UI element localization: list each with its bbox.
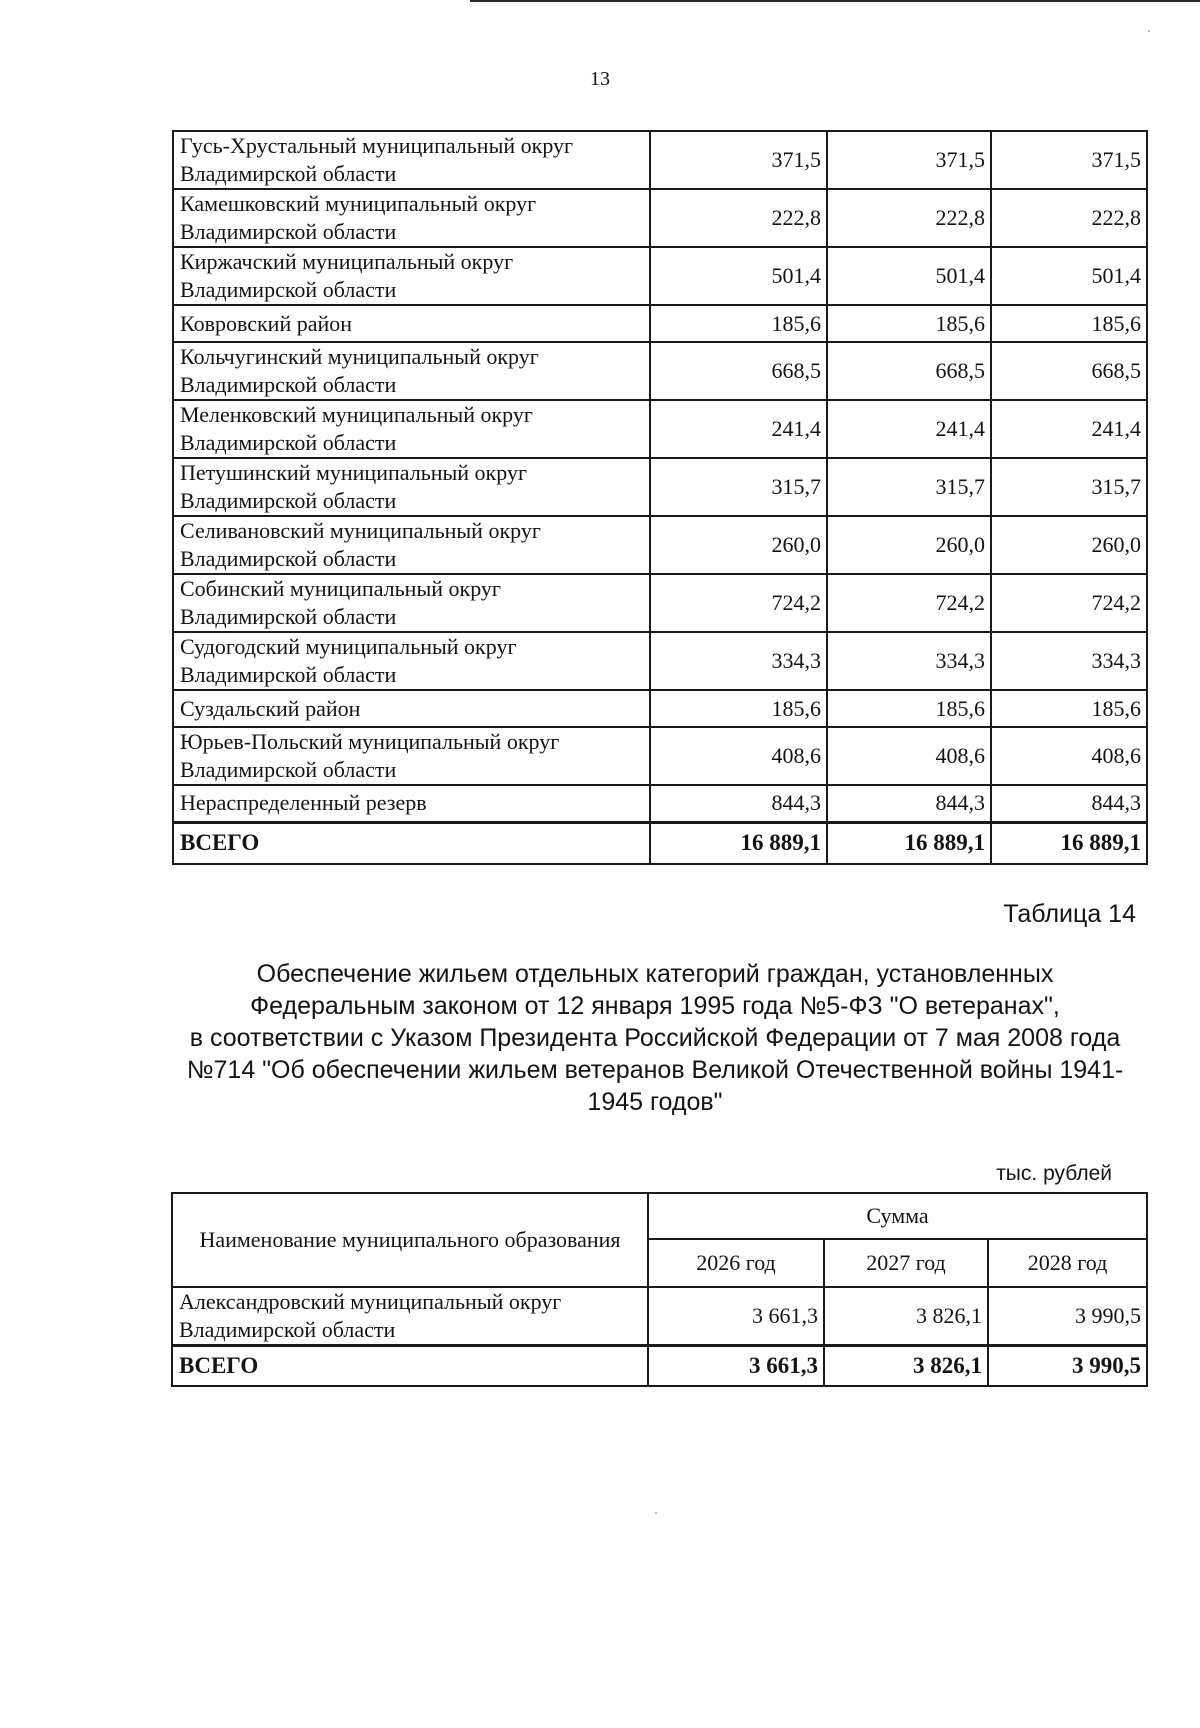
municipality-name (173, 189, 650, 247)
value-2026: 501,4 (650, 247, 827, 305)
total-value-2028: 3 990,5 (988, 1346, 1147, 1386)
value-2027: 501,4 (827, 247, 991, 305)
municipality-name-line: Владимирской области (180, 757, 397, 782)
total-value-2027: 3 826,1 (824, 1346, 988, 1386)
value-2027: 408,6 (827, 727, 991, 785)
value-2028: 185,6 (991, 305, 1147, 342)
value-2027: 260,0 (827, 516, 991, 574)
value-2027: 185,6 (827, 305, 991, 342)
municipality-name-line: Собинский муниципальный округ (180, 576, 501, 601)
value-2027: 668,5 (827, 342, 991, 400)
municipality-name-line: Судогодский муниципальный округ (180, 634, 517, 659)
municipality-name (173, 727, 650, 785)
value-2028: 260,0 (991, 516, 1147, 574)
municipality-name (173, 305, 650, 342)
municipality-name-line: Ковровский район (180, 310, 353, 336)
value-2028: 334,3 (991, 632, 1147, 690)
municipality-name (173, 458, 650, 516)
table-row (173, 305, 1147, 342)
value-2027: 724,2 (827, 574, 991, 632)
municipality-name-line: Кольчугинский муниципальный округ (180, 344, 539, 369)
table-row (173, 247, 1147, 305)
value-2026: 241,4 (650, 400, 827, 458)
municipality-name-line: Юрьев-Польский муниципальный округ (180, 729, 560, 754)
value-2026: 371,5 (650, 131, 827, 189)
header-sum: Сумма (648, 1193, 1147, 1239)
municipality-name (172, 1287, 648, 1346)
municipality-name-line: Владимирской области (180, 219, 397, 244)
page-number: 13 (590, 68, 610, 90)
table-row (173, 727, 1147, 785)
value-2026: 3 661,3 (648, 1287, 824, 1346)
table-row (173, 574, 1147, 632)
value-2028: 668,5 (991, 342, 1147, 400)
table-14-body (172, 1287, 1147, 1386)
municipality-name-line: Владимирской области (180, 546, 397, 571)
value-2027: 3 826,1 (824, 1287, 988, 1346)
total-row (172, 1346, 1147, 1386)
municipality-name-line: Владимирской области (180, 662, 397, 687)
value-2028: 185,6 (991, 690, 1147, 727)
value-2026: 222,8 (650, 189, 827, 247)
table-row (173, 342, 1147, 400)
value-2028: 408,6 (991, 727, 1147, 785)
municipality-name (173, 400, 650, 458)
value-2026: 185,6 (650, 690, 827, 727)
value-2028: 222,8 (991, 189, 1147, 247)
table-row (173, 131, 1147, 189)
table-row (173, 632, 1147, 690)
scan-edge-line (470, 0, 1200, 2)
table-row (173, 516, 1147, 574)
total-value-2028: 16 889,1 (991, 822, 1147, 864)
title-line: Обеспечение жильем отдельных категорий граждан, установленных (256, 960, 1054, 988)
table-row (173, 785, 1147, 822)
table-row (173, 690, 1147, 727)
header-year-2026: 2026 год (648, 1239, 824, 1287)
table-row (173, 189, 1147, 247)
municipality-name (173, 785, 650, 822)
municipality-name-line: Владимирской области (180, 430, 397, 455)
value-2028: 3 990,5 (988, 1287, 1147, 1346)
table-13-body (173, 131, 1147, 864)
table-14 (171, 1192, 1148, 1387)
value-2028: 844,3 (991, 785, 1147, 822)
value-2028: 371,5 (991, 131, 1147, 189)
value-2026: 844,3 (650, 785, 827, 822)
value-2027: 371,5 (827, 131, 991, 189)
value-2027: 315,7 (827, 458, 991, 516)
total-row (173, 822, 1147, 864)
municipality-name (173, 247, 650, 305)
title-line: в соответствии с Указом Президента Российской Федерации от 7 мая 2008 года (189, 1024, 1121, 1052)
table-row (172, 1287, 1147, 1346)
value-2026: 668,5 (650, 342, 827, 400)
value-2027: 185,6 (827, 690, 991, 727)
value-2026: 724,2 (650, 574, 827, 632)
municipality-name-line: Селивановский муниципальный округ (180, 518, 541, 543)
municipality-name-line: Владимирской области (180, 604, 397, 629)
value-2026: 315,7 (650, 458, 827, 516)
scan-speck (655, 1512, 657, 1514)
value-2026: 185,6 (650, 305, 827, 342)
table-14-label: Таблица 14 (1003, 900, 1136, 928)
total-label: ВСЕГО (173, 822, 650, 864)
value-2028: 315,7 (991, 458, 1147, 516)
municipality-name-line: Владимирской области (180, 161, 397, 186)
value-2027: 844,3 (827, 785, 991, 822)
municipality-name (173, 131, 650, 189)
municipality-name-line: Владимирской области (180, 488, 397, 513)
header-year-2027: 2027 год (824, 1239, 988, 1287)
municipality-name (173, 574, 650, 632)
municipality-name-line: Суздальский район (180, 695, 361, 721)
value-2026: 260,0 (650, 516, 827, 574)
value-2026: 408,6 (650, 727, 827, 785)
value-2026: 334,3 (650, 632, 827, 690)
header-municipality: Наименование муниципального образования (172, 1193, 648, 1287)
municipality-name-line: Меленковский муниципальный округ (180, 402, 533, 427)
units-label: тыс. рублей (996, 1162, 1112, 1185)
title-line: №714 "Об обеспечении жильем ветеранов Великой Отечественной войны 1941- (186, 1056, 1124, 1084)
value-2028: 241,4 (991, 400, 1147, 458)
title-line: Федеральным законом от 12 января 1995 года №5-ФЗ "О ветеранах", (250, 992, 1060, 1020)
municipality-name-line: Нераспределенный резерв (180, 790, 427, 816)
municipality-name-line: Владимирской области (180, 372, 397, 397)
value-2027: 334,3 (827, 632, 991, 690)
municipality-name (173, 632, 650, 690)
value-2027: 241,4 (827, 400, 991, 458)
municipality-name-line: Владимирской области (180, 277, 397, 302)
municipality-name (173, 690, 650, 727)
municipality-name-line: Гусь-Хрустальный муниципальный округ (180, 133, 574, 158)
table-14-title (160, 958, 1150, 1118)
scan-speck (1148, 30, 1150, 32)
value-2027: 222,8 (827, 189, 991, 247)
table-row (173, 400, 1147, 458)
header-year-2028: 2028 год (988, 1239, 1147, 1287)
total-value-2026: 3 661,3 (648, 1346, 824, 1386)
municipality-name (173, 516, 650, 574)
value-2028: 501,4 (991, 247, 1147, 305)
municipality-name-line: Петушинский муниципальный округ (180, 460, 527, 485)
total-label: ВСЕГО (172, 1346, 648, 1386)
table-row (173, 458, 1147, 516)
table-13-continued (172, 130, 1148, 865)
value-2028: 724,2 (991, 574, 1147, 632)
municipality-name-line: Камешковский муниципальный округ (180, 191, 537, 216)
municipality-name-line: Владимирской области (179, 1317, 396, 1342)
title-line: 1945 годов" (587, 1088, 723, 1116)
total-value-2026: 16 889,1 (650, 822, 827, 864)
municipality-name (173, 342, 650, 400)
total-value-2027: 16 889,1 (827, 822, 991, 864)
municipality-name-line: Киржачский муниципальный округ (180, 249, 514, 274)
municipality-name-line: Александровский муниципальный округ (179, 1289, 562, 1314)
